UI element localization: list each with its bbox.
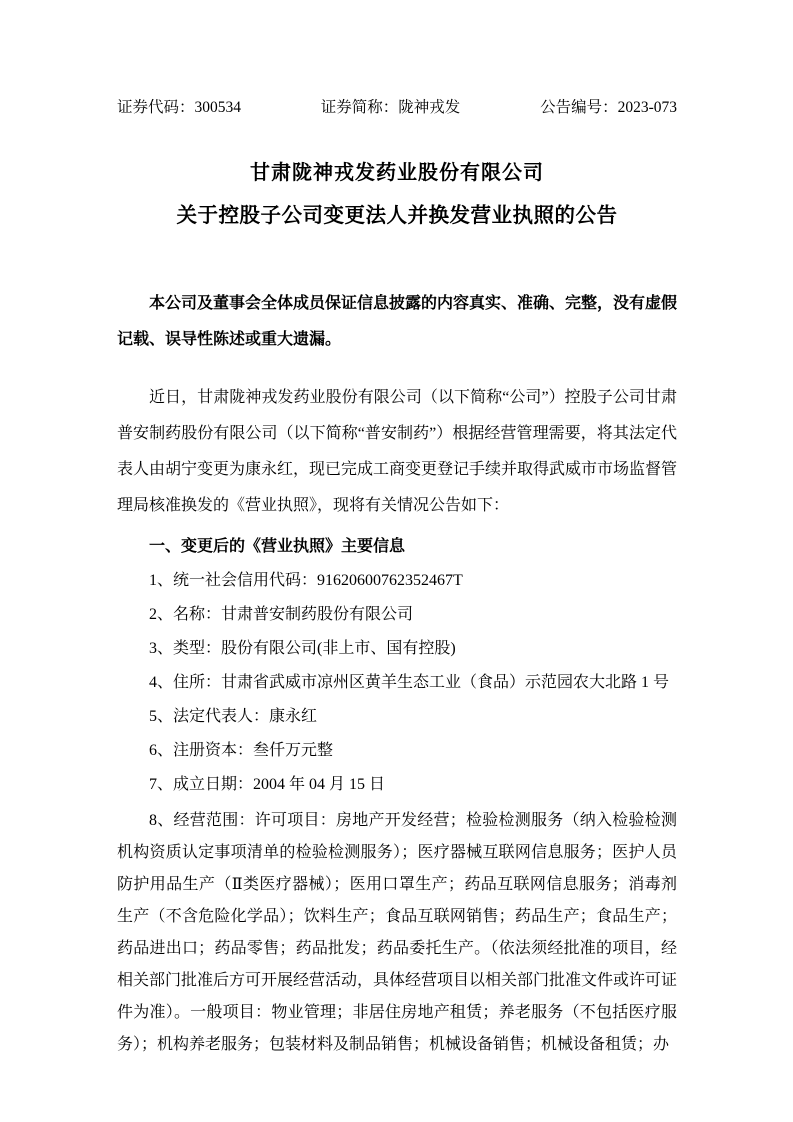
list-item-address: 4、住所：甘肃省武威市凉州区黄羊生态工业（食品）示范园农大北路 1 号 (149, 674, 670, 691)
list-item-type: 3、类型：股份有限公司(非上市、国有控股) (149, 640, 456, 657)
announcement-number: 公告编号：2023-073 (540, 99, 677, 116)
list-item-credit-code: 1、统一社会信用代码：91620600762352467T (149, 572, 463, 589)
stock-short-name: 证券简称：陇神戎发 (320, 99, 461, 116)
declaration-paragraph: 本公司及董事会全体成员保证信息披露的内容真实、准确、完整，没有虚假记载、误导性陈述或重大遗漏。 (117, 295, 678, 348)
document-header (117, 97, 677, 119)
company-name-title: 甘肃陇神戎发药业股份有限公司 (250, 162, 544, 184)
business-scope-paragraph: 8、经营范围：许可项目：房地产开发经营；检验检测服务（纳入检验检测机构资质认定事项清单的检验检测服务）；医疗器械互联网信息服务；医护人员防护用品生产（Ⅱ类医疗器械）；医用口罩生产；药品互联网信息服务；消毒剂生产（不含危险化学品）；饮料生产；食品互联网销售；药品生产；食品生产；药品进出口；药品零售；药品批发；药品委托生产。（依法须经批准的项目，经相关部门批准后方可开展经营活动，具体经营项目以相关部门批准文件或许可证件为准）。一般项目：物业管理；非居住房地产租赁；养老服务（不包括医疗服务）；机构养老服务；包装材料及制品销售；机械设备销售；机械设备租赁；办 (117, 812, 678, 1053)
list-item-registered-capital: 6、注册资本：叁仟万元整 (149, 742, 334, 759)
list-item-legal-representative: 5、法定代表人：康永红 (149, 708, 318, 725)
stock-code: 证券代码：300534 (117, 99, 242, 116)
announcement-title: 关于控股子公司变更法人并换发营业执照的公告 (176, 205, 618, 227)
intro-paragraph: 近日，甘肃陇神戎发药业股份有限公司（以下简称“公司”）控股子公司甘肃普安制药股份有限公司（以下简称“普安制药”）根据经营管理需要，将其法定代表人由胡宁变更为康永红，现已完成工商变更登记手续并取得武威市市场监督管理局核准换发的《营业执照》，现将有关情况公告如下： (117, 389, 678, 514)
list-item-establish-date: 7、成立日期：2004 年 04 月 15 日 (149, 776, 386, 793)
section-one-heading: 一、变更后的《营业执照》主要信息 (149, 538, 406, 555)
list-item-name: 2、名称：甘肃普安制药股份有限公司 (149, 606, 414, 623)
